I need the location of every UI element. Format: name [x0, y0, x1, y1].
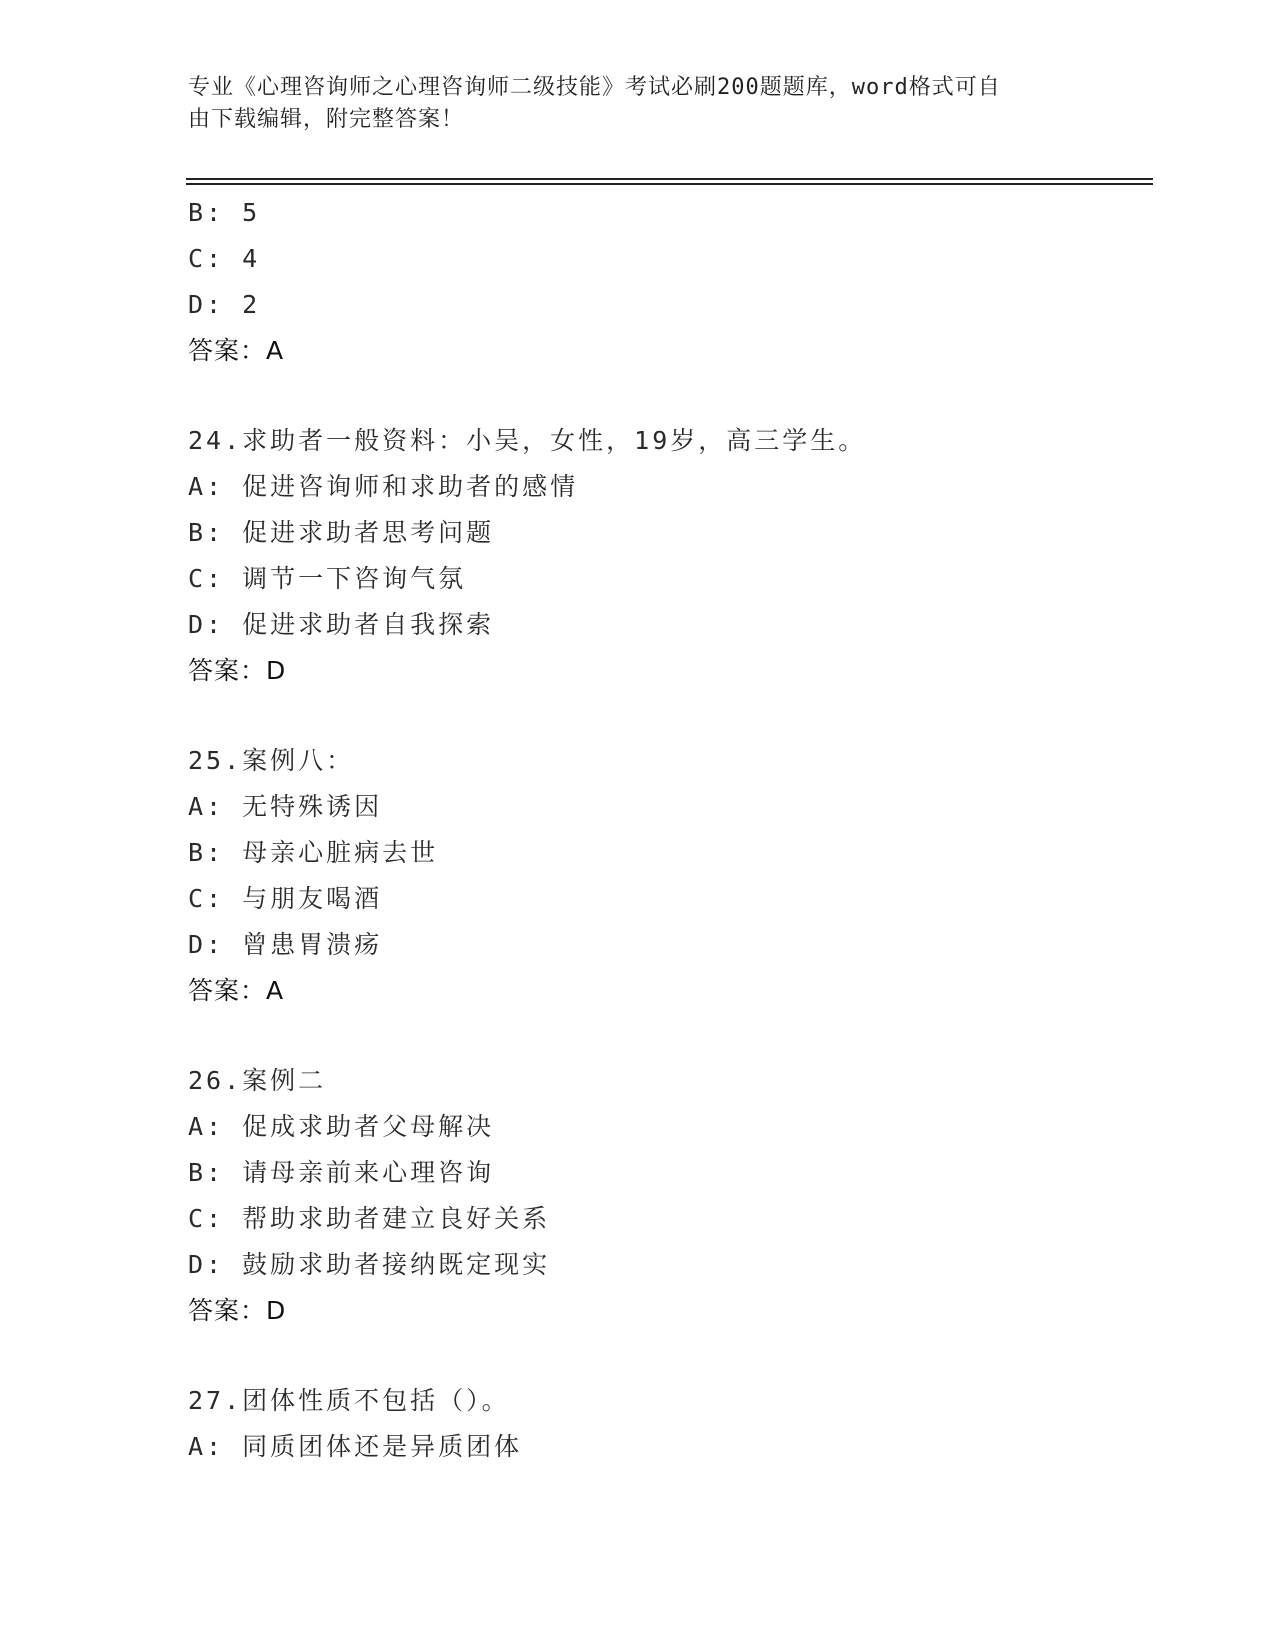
option-c: C: 4	[188, 244, 261, 273]
option-b: B: 母亲心脏病去世	[188, 838, 439, 867]
option-a: A: 同质团体还是异质团体	[188, 1432, 523, 1461]
option-a: A: 无特殊诱因	[188, 792, 383, 821]
option-c: C: 帮助求助者建立良好关系	[188, 1204, 551, 1233]
option-b: B: 促进求助者思考问题	[188, 518, 495, 547]
question-block-27	[188, 1378, 1148, 1470]
option-d: D: 鼓励求助者接纳既定现实	[188, 1250, 551, 1279]
question-block-26	[188, 1058, 1148, 1334]
question-block-24	[188, 418, 1148, 694]
option-a: A: 促进咨询师和求助者的感情	[188, 472, 579, 501]
header-divider-top	[186, 178, 1153, 180]
question-block-25	[188, 738, 1148, 1014]
answer-line: 答案：A	[188, 336, 285, 365]
option-d: D: 曾患胃溃疡	[188, 930, 383, 959]
question-list	[188, 190, 1148, 1470]
answer-line: 答案：D	[188, 1296, 287, 1325]
option-d: D: 促进求助者自我探索	[188, 610, 495, 639]
option-b: B: 请母亲前来心理咨询	[188, 1158, 495, 1187]
document-header	[188, 72, 1088, 136]
option-c: C: 与朋友喝酒	[188, 884, 383, 913]
question-stem: 26.案例二	[188, 1066, 327, 1095]
header-divider-bottom	[186, 183, 1153, 185]
option-b: B: 5	[188, 198, 261, 227]
option-c: C: 调节一下咨询气氛	[188, 564, 467, 593]
header-line-1: 专业《心理咨询师之心理咨询师二级技能》考试必刷200题题库，word格式可自	[188, 75, 1001, 100]
answer-line: 答案：D	[188, 656, 287, 685]
question-stem: 24.求助者一般资料：小吴，女性，19岁，高三学生。	[188, 426, 867, 455]
option-a: A: 促成求助者父母解决	[188, 1112, 495, 1141]
header-line-2: 由下载编辑，附完整答案！	[188, 107, 465, 132]
question-stem: 27.团体性质不包括（）。	[188, 1386, 510, 1415]
question-stem: 25.案例八：	[188, 746, 355, 775]
option-d: D: 2	[188, 290, 261, 319]
answer-line: 答案：A	[188, 976, 285, 1005]
question-block-23	[188, 190, 1148, 374]
